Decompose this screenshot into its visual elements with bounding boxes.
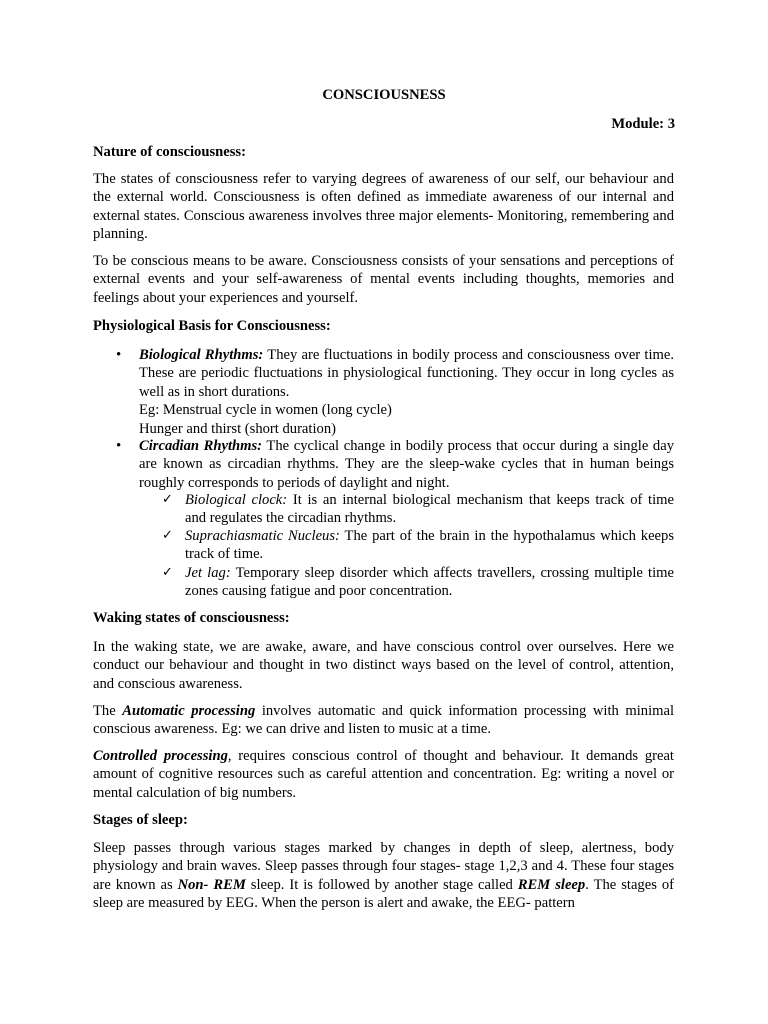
suprachiasmatic-term: Suprachiasmatic Nucleus: <box>185 528 340 544</box>
check-icon: ✓ <box>162 565 173 580</box>
circadian-rhythms-text: The cyclical change in bodily process that occur during a single day are known as circadian rhythms. They are the sleep-wake cycles that in human beings roughly corresponds to periods of daylight and night. <box>139 438 675 491</box>
nature-paragraph-2: To be conscious means to be aware. Consciousness consists of your sensations and perceptions of external events and your self-awareness of mental events including thoughts, memories and feelings about your experiences and yourself. <box>93 253 674 306</box>
biological-rhythms-term: Biological Rhythms: <box>139 347 264 363</box>
waking-paragraph-2-lead: The <box>93 703 123 719</box>
waking-paragraph-3-body: , requires conscious control of thought and behaviour. It demands great amount of cognitive resources such as careful attention and concentration. Eg: writing a novel or mental calculation of big numbers. <box>93 748 674 801</box>
nature-paragraph-1: The states of consciousness refer to varying degrees of awareness of our self, our behaviour and the external world. Consciousness is often defined as immediate awareness of our internal and external states. Conscious awareness involves three major elements- Monitoring, remembering and planning. <box>93 171 674 243</box>
bullet-icon: • <box>116 347 122 363</box>
waking-paragraph-3 <box>93 747 674 802</box>
automatic-processing-term: Automatic processing <box>122 703 256 719</box>
waking-paragraph-2-body: involves automatic and quick information processing with minimal conscious awareness. Eg: we can drive and listen to music at a time. <box>93 703 675 738</box>
jet-lag-text: Temporary sleep disorder which affects travellers, crossing multiple time zones causing fatigue and poor concentration. <box>185 565 674 600</box>
check-jet-lag <box>185 564 674 601</box>
biological-rhythms-text: They are fluctuations in bodily process and consciousness over time. These are periodic fluctuations in physiological functioning. They occur in long cycles as well as in short durations. <box>139 347 675 400</box>
biological-rhythms-example-1: Eg: Menstrual cycle in women (long cycle) <box>139 402 392 419</box>
biological-rhythms-example-2: Hunger and thirst (short duration) <box>139 420 336 437</box>
physio-heading: Physiological Basis for Consciousness: <box>93 318 331 334</box>
waking-heading: Waking states of consciousness: <box>93 610 290 626</box>
waking-paragraph-2 <box>93 702 674 739</box>
check-suprachiasmatic-nucleus <box>185 527 674 564</box>
nature-heading: Nature of consciousness: <box>93 144 246 160</box>
bullet-biological-rhythms <box>139 346 674 438</box>
sleep-paragraph-1-a: Sleep passes through various stages marked by changes in depth of sleep, alertness, body physiology and brain waves. Sleep passes through four stages- stage 1,2,3 and 4. These four stages are known as <box>93 840 674 893</box>
sleep-paragraph-1 <box>93 839 674 913</box>
jet-lag-term: Jet lag: <box>185 565 231 581</box>
suprachiasmatic-text: The part of the brain in the hypothalamus which keeps track of time. <box>185 528 674 563</box>
check-icon: ✓ <box>162 492 173 507</box>
check-icon: ✓ <box>162 528 173 543</box>
page-title: CONSCIOUSNESS <box>322 87 446 103</box>
sleep-paragraph-1-b: sleep. It is followed by another stage called <box>245 876 518 893</box>
bullet-circadian-rhythms <box>139 437 674 492</box>
bullet-icon: • <box>116 438 122 454</box>
sleep-heading: Stages of sleep: <box>93 812 188 828</box>
rem-sleep-term: REM sleep <box>517 876 586 893</box>
biological-clock-term: Biological clock: <box>185 492 288 508</box>
controlled-processing-term: Controlled processing <box>93 748 228 764</box>
non-rem-term: Non- REM <box>177 876 246 893</box>
sleep-paragraph-1-c: . The stages of sleep are measured by EEG. When the person is alert and awake, the EEG- pattern <box>93 876 674 912</box>
check-biological-clock <box>185 491 674 528</box>
circadian-rhythms-term: Circadian Rhythms: <box>139 438 263 454</box>
waking-paragraph-1: In the waking state, we are awake, aware, and have conscious control over ourselves. Here we conduct our behaviour and thought in two distinct ways based on the level of control, attention, and conscious awareness. <box>93 639 674 692</box>
module-label: Module: 3 <box>611 116 675 132</box>
biological-clock-text: It is an internal biological mechanism that keeps track of time and regulates the circadian rhythms. <box>185 492 674 527</box>
